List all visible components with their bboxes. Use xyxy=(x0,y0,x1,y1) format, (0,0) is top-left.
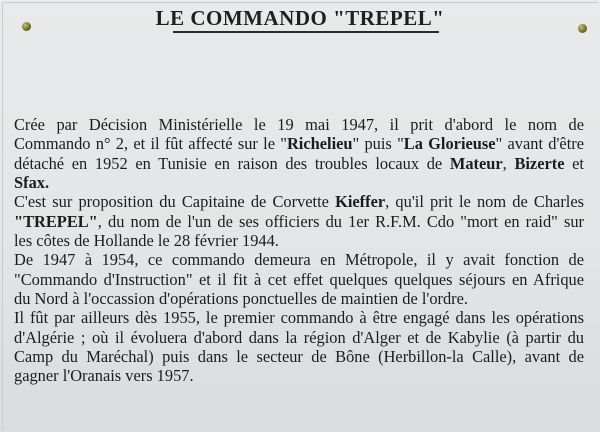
title-underline xyxy=(173,31,439,33)
text-line xyxy=(14,115,584,134)
text-line xyxy=(14,134,584,153)
text-run: Commando n° 2, et il fût affecté sur le " xyxy=(14,134,287,154)
bold-text-run: Sfax. xyxy=(14,173,50,193)
text-run: du Nord à l'occassion d'opérations ponctuelles de maintien de l'ordre. xyxy=(14,289,469,309)
text-line xyxy=(14,328,584,347)
text-line xyxy=(14,308,584,327)
text-run: gagner l'Oranais vers 1957. xyxy=(14,366,194,386)
text-line xyxy=(14,192,584,211)
text-run: " puis " xyxy=(352,134,404,154)
text-run: "Commando d'Instruction" et il fit à cet effet quelques quelques séjours en Afrique xyxy=(14,269,584,289)
text-line xyxy=(14,231,584,250)
text-run: et xyxy=(564,153,584,173)
bold-text-run: Bizerte xyxy=(514,153,565,173)
text-run: , du nom de l'un de ses officiers du 1er R.F.M. Cdo "mort en raid" sur xyxy=(97,211,584,231)
text-line xyxy=(14,212,584,231)
text-line xyxy=(14,289,584,308)
page-title: LE COMMANDO "TREPEL" xyxy=(155,6,445,30)
text-line xyxy=(14,154,584,173)
text-line xyxy=(14,347,584,366)
bold-text-run: "TREPEL" xyxy=(14,211,98,231)
text-line xyxy=(14,173,584,192)
text-run: Camp du Maréchal) puis dans le secteur de Bône (Herbillon-la Calle), avant de xyxy=(14,347,584,367)
text-line xyxy=(14,270,584,289)
bold-text-run: Richelieu xyxy=(286,134,353,154)
text-run: Il fût par ailleurs dès 1955, le premier commando à être engagé dans les opérations xyxy=(14,308,584,328)
text-run: C'est sur proposition du Capitaine de Corvette xyxy=(14,192,336,212)
text-run: , qu'il prit le nom de Charles xyxy=(385,192,584,212)
bold-text-run: La Glorieuse xyxy=(403,134,496,154)
bold-text-run: Mateur xyxy=(449,153,503,173)
text-run: " avant d'être xyxy=(495,134,584,154)
text-run: d'Algérie ; où il évoluera d'abord dans la région d'Alger et de Kabylie (à partir du xyxy=(14,327,584,347)
text-run: les côtes de Hollande le 28 février 1944. xyxy=(14,231,279,251)
text-line xyxy=(14,250,584,269)
history-text xyxy=(14,115,584,386)
text-run: De 1947 à 1954, ce commando demeura en Métropole, il y avait fonction de xyxy=(14,250,584,270)
text-line xyxy=(14,366,584,385)
text-run: , xyxy=(502,153,515,173)
text-run: détaché en 1952 en Tunisie en raison des troubles locaux de xyxy=(14,153,450,173)
bold-text-run: Kieffer xyxy=(335,192,386,212)
text-run: Crée par Décision Ministérielle le 19 mai 1947, il prit d'abord le nom de xyxy=(14,115,584,134)
